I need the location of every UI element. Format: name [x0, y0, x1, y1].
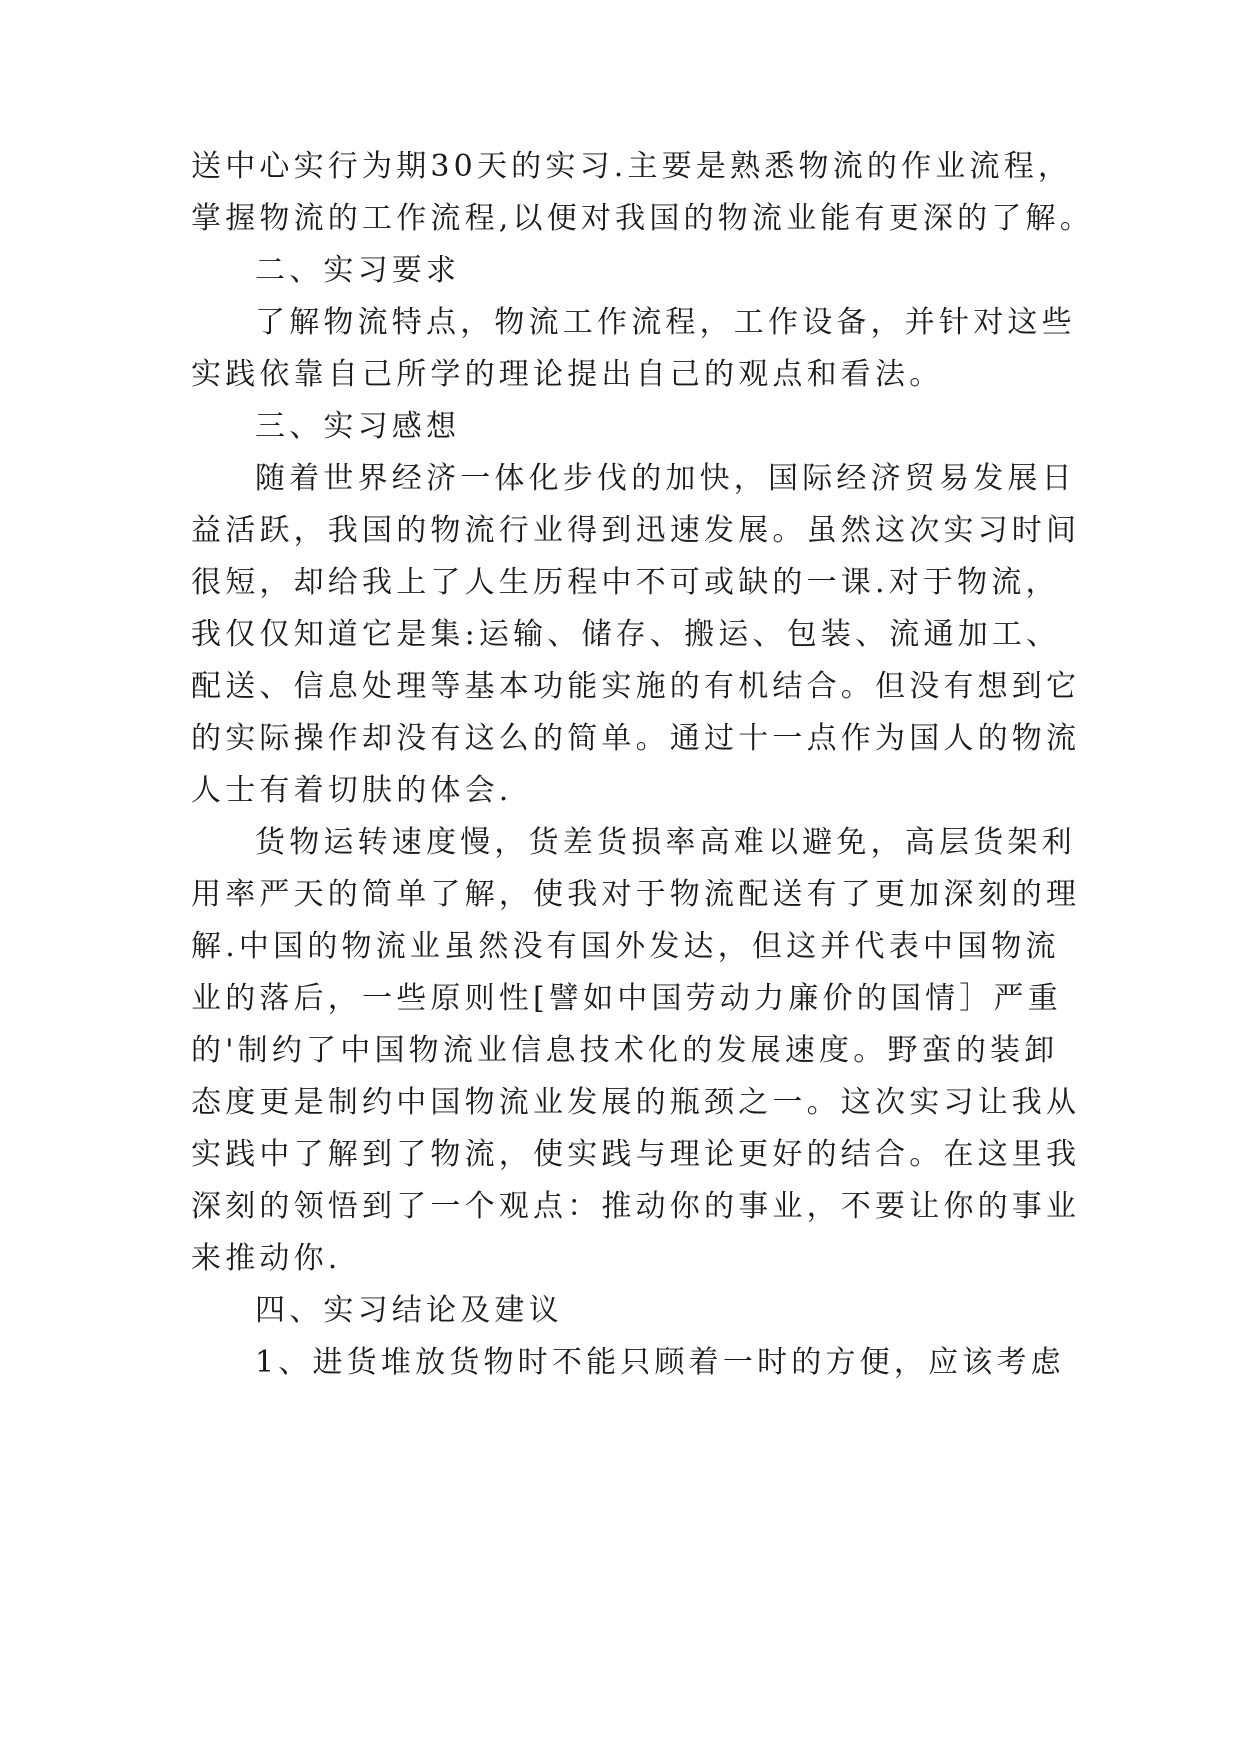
text-line: 很短，却给我上了人生历程中不可或缺的一课.对于物流， — [191, 565, 1060, 600]
text-line: 我仅仅知道它是集:运输、储存、搬运、包装、流通加工、 — [191, 617, 1061, 652]
text-line: 随着世界经济一体化步伐的加快，国际经济贸易发展日 — [255, 461, 1076, 496]
text-line: 了解物流特点，物流工作流程，工作设备，并针对这些 — [255, 305, 1076, 340]
text-line: 的'制约了中国物流业信息技术化的发展速度。野蛮的装卸 — [191, 1033, 1059, 1068]
text-line: 用率严天的简单了解，使我对于物流配送有了更加深刻的理 — [191, 877, 1081, 912]
text-line: 态度更是制约中国物流业发展的瓶颈之一。这次实习让我从 — [191, 1085, 1081, 1120]
text-line: 深刻的领悟到了一个观点：推动你的事业，不要让你的事业 — [191, 1189, 1081, 1224]
section-heading: 二、实习要求 — [255, 253, 461, 288]
section-heading: 四、实习结论及建议 — [255, 1293, 563, 1328]
text-line: 送中心实行为期30天的实习.主要是熟悉物流的作业流程， — [191, 149, 1073, 184]
text-line: 人士有着切肤的体会. — [191, 773, 513, 808]
text-line: 掌握物流的工作流程,以便对我国的物流业能有更深的了解。 — [191, 201, 1094, 236]
text-line: 实践依靠自己所学的理论提出自己的观点和看法。 — [191, 357, 944, 392]
text-line: 益活跃，我国的物流行业得到迅速发展。虽然这次实习时间 — [191, 513, 1081, 548]
text-line: 实践中了解到了物流，使实践与理论更好的结合。在这里我 — [191, 1137, 1081, 1172]
text-line: 的实际操作却没有这么的简单。通过十一点作为国人的物流 — [191, 721, 1081, 756]
text-line: 货物运转速度慢，货差货损率高难以避免，高层货架利 — [255, 825, 1076, 860]
text-line: 业的落后，一些原则性[譬如中国劳动力廉价的国情］严重 — [191, 981, 1062, 1016]
text-line: 来推动你. — [191, 1241, 342, 1276]
text-line: 解.中国的物流业虽然没有国外发达，但这并代表中国物流 — [191, 929, 1060, 964]
text-line: 1、进货堆放货物时不能只顾着一时的方便，应该考虑 — [255, 1345, 1065, 1380]
section-heading: 三、实习感想 — [255, 409, 461, 444]
text-line: 配送、信息处理等基本功能实施的有机结合。但没有想到它 — [191, 669, 1081, 704]
